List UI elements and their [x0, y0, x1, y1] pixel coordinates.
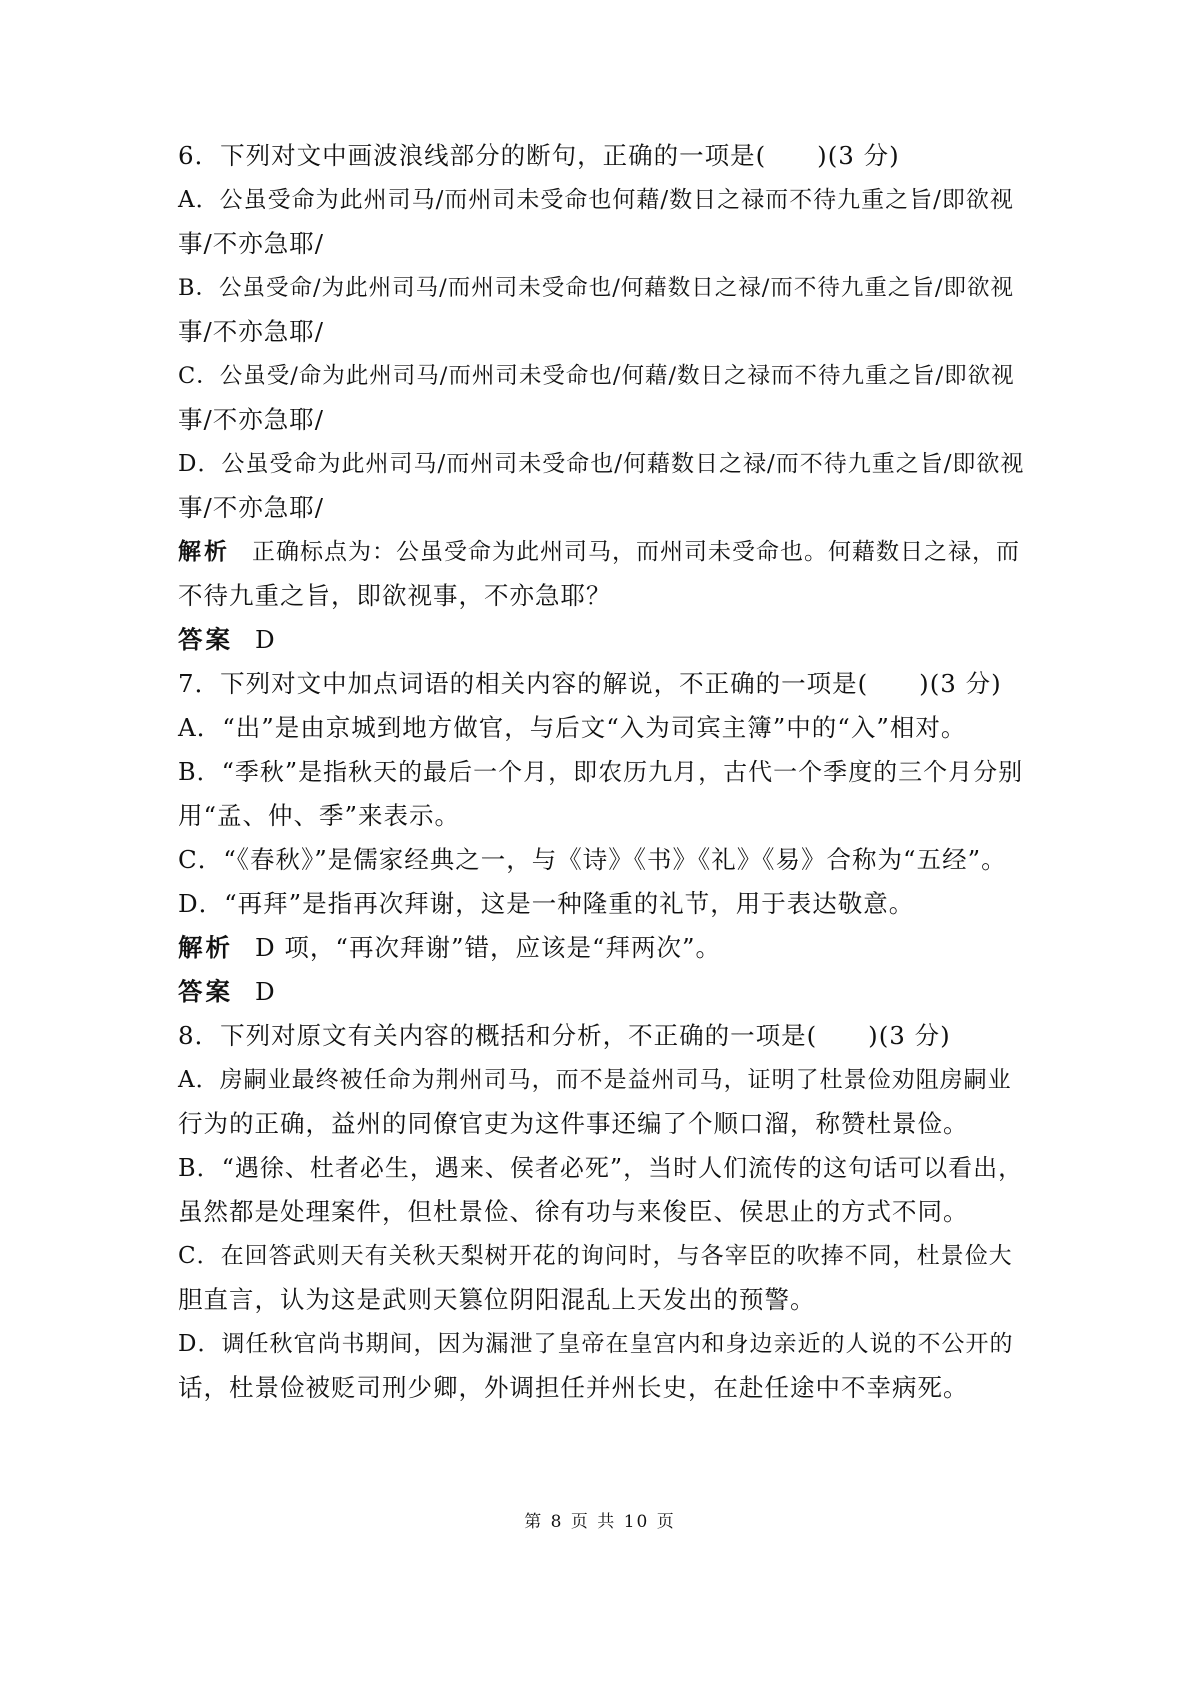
q7-option-c-line1: C．“《春秋》”是儒家经典之一，与《诗》《书》《礼》《易》合称为“五经”。 — [178, 845, 1007, 874]
q6-analysis-line1 — [178, 535, 1028, 569]
q6-answer-value: D — [255, 625, 276, 654]
q7-answer-value: D — [255, 977, 276, 1006]
q7-option-a-line1: A．“出”是由京城到地方做官，与后文“入为司宾主簿”中的“入”相对。 — [178, 713, 967, 742]
q7-answer-line — [178, 975, 1028, 1009]
q6-option-b-line2: 事/不亦急耶/ — [178, 317, 325, 346]
q7-option-d-line1: D．“再拜”是指再次拜谢，这是一种隆重的礼节，用于表达敬意。 — [178, 889, 915, 918]
q6-option-d-line2: 事/不亦急耶/ — [178, 493, 325, 522]
q6-answer-label: 答案 — [178, 625, 233, 654]
q7-option-b-line2: 用“孟、仲、季”来表示。 — [178, 801, 461, 830]
q8-option-d-line1: D．调任秋官尚书期间，因为漏泄了皇帝在皇宫内和身边亲近的人说的不公开的 — [178, 1331, 1014, 1357]
q6-option-a-line1: A．公虽受命为此州司马/而州司未受命也何藉/数日之禄而不待九重之旨/即欲视 — [178, 187, 1014, 213]
q6-option-a-line2: 事/不亦急耶/ — [178, 229, 325, 258]
q8-option-a-line1: A．房嗣业最终被任命为荆州司马，而不是益州司马，证明了杜景俭劝阻房嗣业 — [178, 1067, 1012, 1093]
q6-option-c-line2: 事/不亦急耶/ — [178, 405, 325, 434]
q7-analysis-text: D 项，“再次拜谢”错，应该是“拜两次”。 — [255, 933, 722, 962]
page-number-footer: 第 8 页 共 10 页 — [524, 1512, 676, 1532]
q6-analysis-label: 解析 — [178, 538, 230, 565]
q7-stem: 7．下列对文中加点词语的相关内容的解说，不正确的一项是( )(3 分) — [178, 669, 1002, 698]
q8-option-b-line1: B．“遇徐、杜者必生，遇来、侯者必死”，当时人们流传的这句话可以看出， — [178, 1154, 1024, 1182]
q6-analysis-text: 正确标点为：公虽受命为此州司马，而州司未受命也。何藉数日之禄，而 — [252, 539, 1020, 565]
q6-option-c-line1: C．公虽受/命为此州司马/而州司未受命也/何藉/数日之禄而不待九重之旨/即欲视 — [178, 363, 1015, 389]
q8-option-c-line1: C．在回答武则天有关秋天梨树开花的询问时，与各宰臣的吹捧不同，杜景俭大 — [178, 1243, 1013, 1269]
q8-stem: 8．下列对原文有关内容的概括和分析，不正确的一项是( )(3 分) — [178, 1021, 951, 1050]
q7-analysis-label: 解析 — [178, 933, 233, 962]
q8-option-d-line2: 话，杜景俭被贬司刑少卿，外调担任并州长史，在赴任途中不幸病死。 — [178, 1373, 969, 1402]
q6-answer-line — [178, 623, 1028, 657]
q8-option-a-line2: 行为的正确，益州的同僚官吏为这件事还编了个顺口溜，称赞杜景俭。 — [178, 1109, 969, 1138]
q6-stem: 6．下列对文中画波浪线部分的断句，正确的一项是( )(3 分) — [178, 141, 900, 170]
q7-analysis-line1 — [178, 931, 1028, 965]
q6-analysis-line2: 不待九重之旨，即欲视事，不亦急耶？ — [178, 581, 612, 610]
q7-option-b-line1: B．“季秋”是指秋天的最后一个月，即农历九月，古代一个季度的三个月分别 — [178, 758, 1024, 786]
q6-option-d-line1: D．公虽受命为此州司马/而州司未受命也/何藉数日之禄/而不待九重之旨/即欲视 — [178, 451, 1025, 477]
q7-answer-label: 答案 — [178, 977, 233, 1006]
q6-option-b-line1: B．公虽受命/为此州司马/而州司未受命也/何藉数日之禄/而不待九重之旨/即欲视 — [178, 275, 1014, 301]
q8-option-c-line2: 胆直言，认为这是武则天篡位阴阳混乱上天发出的预警。 — [178, 1285, 816, 1314]
q8-option-b-line2: 虽然都是处理案件，但杜景俭、徐有功与来俊臣、侯思止的方式不同。 — [178, 1197, 969, 1226]
